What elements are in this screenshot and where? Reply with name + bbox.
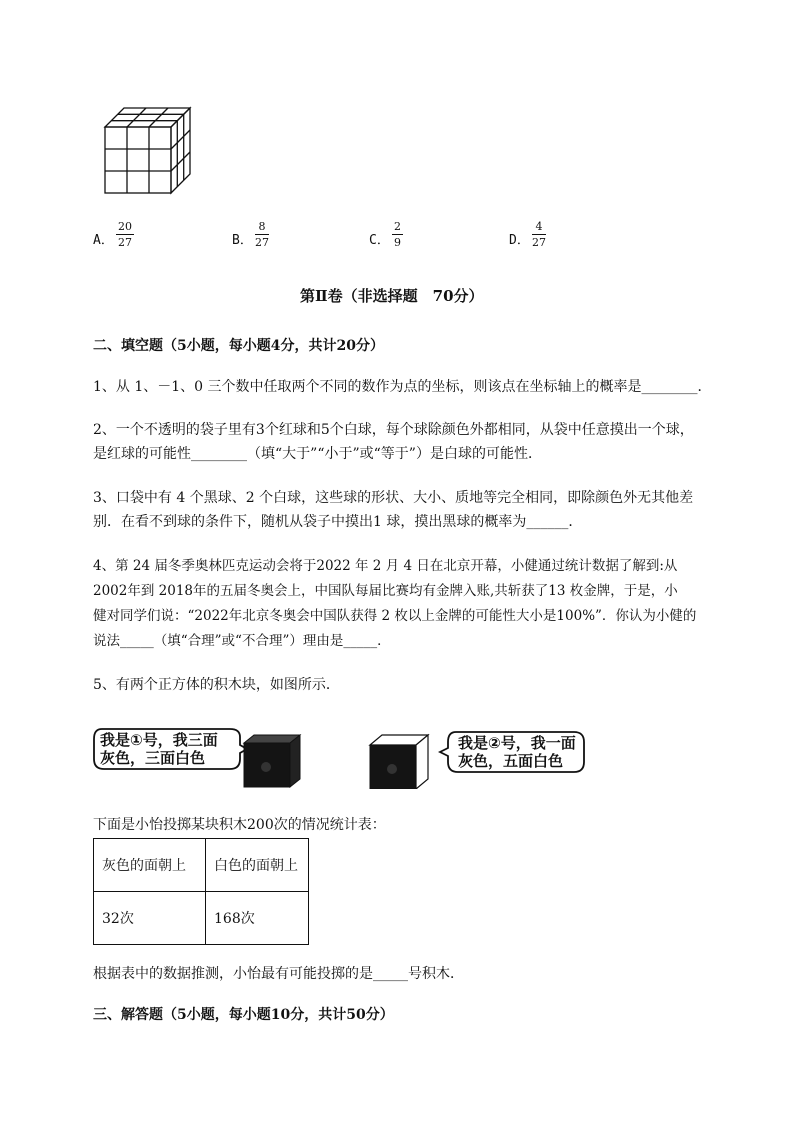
speech-bubble-text: 我是②号，我一面 bbox=[458, 734, 576, 752]
question-1: 1、从 1、－1、0 三个数中任取两个不同的数作为点的坐标，则该点在坐标轴上的概率是________． bbox=[93, 379, 712, 395]
question-4-line: 健对同学们说：“2022年北京冬奥会中国队获得 2 枚以上金牌的可能性大小是100%”．你认为小健的 bbox=[93, 608, 697, 624]
option-fraction: 8 27 bbox=[255, 220, 269, 249]
option-fraction: 20 27 bbox=[118, 220, 132, 249]
option-letter: C． bbox=[369, 233, 390, 248]
table-cell: 168次 bbox=[206, 892, 309, 945]
speech-bubble-text: 灰色，三面白色 bbox=[100, 749, 206, 767]
question-5-conclusion: 根据表中的数据推测，小怡最有可能投掷的是_____号积木． bbox=[93, 966, 464, 982]
statistics-table bbox=[93, 838, 309, 945]
table-row bbox=[94, 892, 309, 945]
question-4-line: 2002年到 2018年的五届冬奥会上，中国队每届比赛均有金牌入账,共斩获了13 枚金牌，于是，小 bbox=[93, 583, 678, 599]
table-row bbox=[94, 839, 309, 892]
cube-figure bbox=[100, 103, 200, 199]
question-4-line: 说法_____（填“合理”或“不合理”）理由是_____． bbox=[93, 633, 391, 649]
table-header-cell: 白色的面朝上 bbox=[206, 839, 309, 892]
option-letter: D． bbox=[509, 233, 530, 248]
question-2-line: 是红球的可能性________（填“大于”“小于”或“等于”）是白球的可能性． bbox=[93, 446, 542, 462]
block-2-cube bbox=[368, 733, 432, 789]
section-heading: 三、解答题（5小题，每小题10分，共计50分） bbox=[93, 1007, 394, 1023]
question-5-line: 5、有两个正方体的积木块，如图所示． bbox=[93, 677, 340, 693]
question-4-line: 4、第 24 届冬季奥林匹克运动会将于2022 年 2 月 4 日在北京开幕，小健通过统计数据了解到:从 bbox=[93, 558, 678, 574]
table-cell: 32次 bbox=[94, 892, 206, 945]
block-1-cube bbox=[242, 733, 304, 789]
table-header-cell: 灰色的面朝上 bbox=[94, 839, 206, 892]
option-letter: A． bbox=[93, 233, 114, 248]
section-title: 第Ⅱ卷（非选择题 70分） bbox=[300, 287, 484, 305]
question-3-line: 别．在看不到球的条件下，随机从袋子中摸出1 球，摸出黑球的概率为______． bbox=[93, 514, 583, 530]
table-caption: 下面是小怡投掷某块积木200次的情况统计表： bbox=[93, 817, 386, 833]
option-fraction: 4 27 bbox=[532, 220, 546, 249]
question-3-line: 3、口袋中有 4 个黑球、2 个白球，这些球的形状、大小、质地等完全相同，即除颜色外无其他差 bbox=[93, 490, 694, 506]
speech-bubble-text: 我是①号，我三面 bbox=[100, 731, 218, 749]
option-fraction: 2 9 bbox=[394, 220, 401, 249]
question-2-line: 2、一个不透明的袋子里有3个红球和5个白球，每个球除颜色外都相同，从袋中任意摸出一个球， bbox=[93, 422, 694, 438]
option-letter: B． bbox=[232, 233, 253, 248]
speech-bubble-text: 灰色，五面白色 bbox=[458, 752, 564, 770]
section-heading: 二、填空题（5小题，每小题4分，共计20分） bbox=[93, 338, 384, 354]
